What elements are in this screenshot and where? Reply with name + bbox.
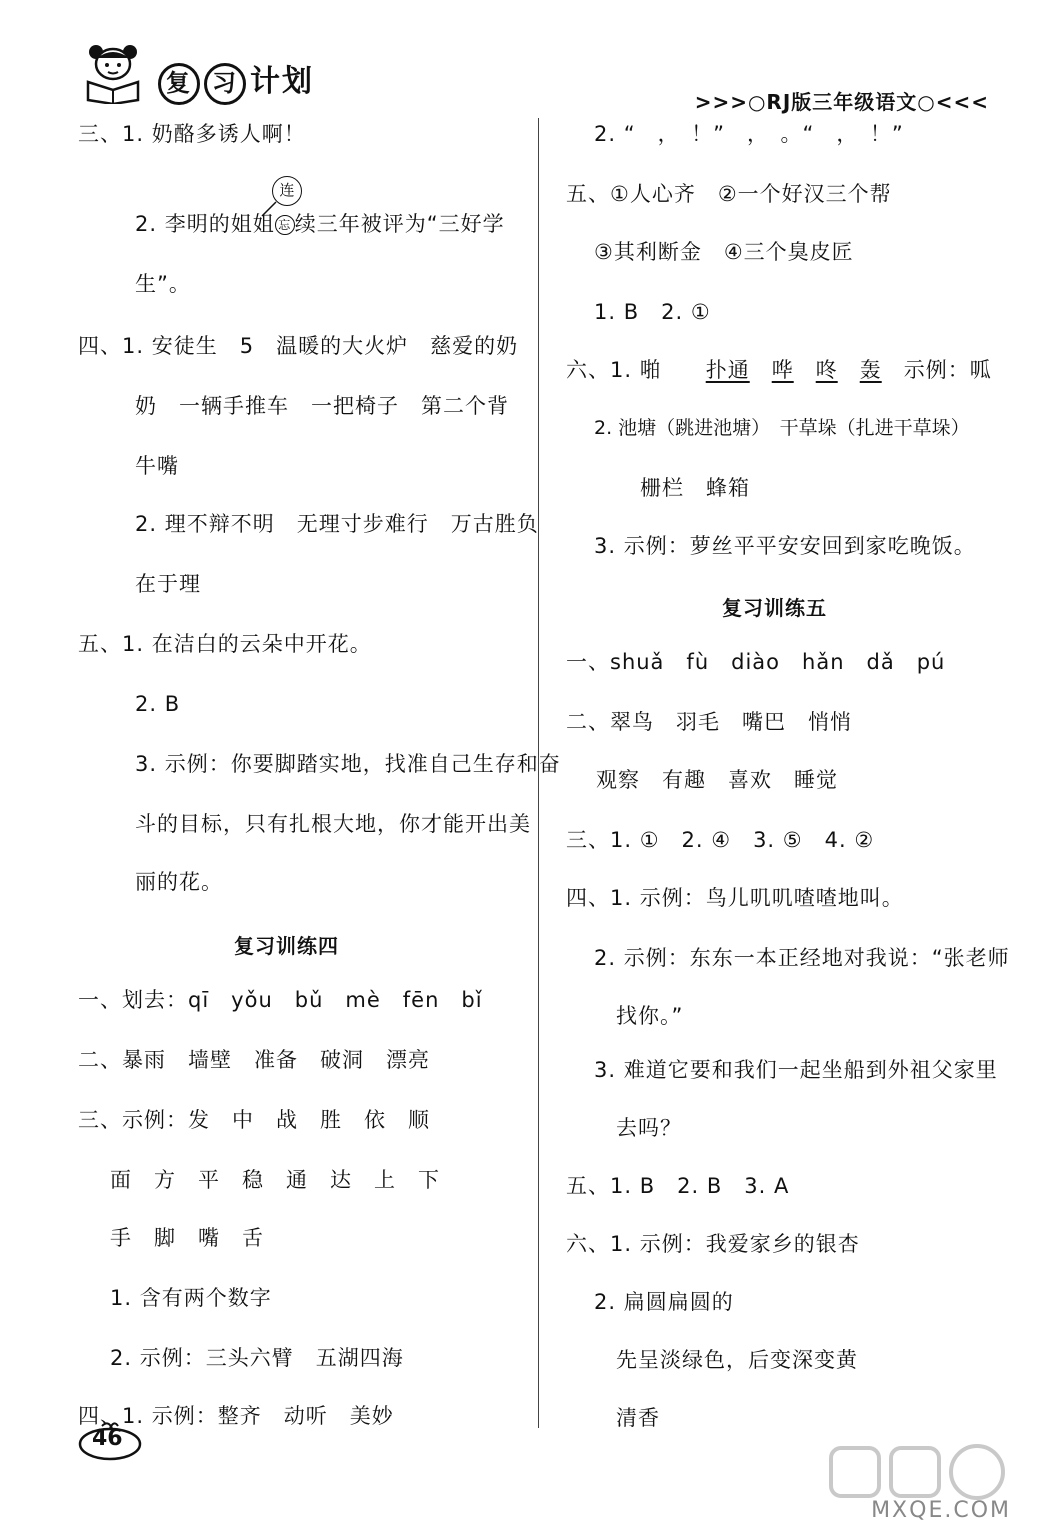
left-line-16: 三、示例：发 中 战 胜 依 顺 xyxy=(78,1108,430,1132)
right-line-16: 3. 难道它要和我们一起坐船到外祖父家里 xyxy=(594,1058,998,1082)
right-line-21: 先呈淡绿色，后变深变黄 xyxy=(616,1348,858,1372)
onomatopoeia-3: 哗 xyxy=(771,358,794,382)
onomatopoeia-example: 示例：呱 xyxy=(903,358,992,382)
left-line-2 xyxy=(135,210,505,238)
left-line-1: 三、1. 奶酪多诱人啊！ xyxy=(78,122,306,146)
right-line-11: 观察 有趣 喜欢 睡觉 xyxy=(596,768,838,792)
right-line-10: 二、翠鸟 羽毛 嘴巴 悄悄 xyxy=(566,710,852,734)
left-line-12: 斗的目标，只有扎根大地，你才能开出美 xyxy=(135,812,531,836)
section-title-review-4: 复习训练四 xyxy=(234,934,339,958)
left-line-14: 一、划去：qī yǒu bǔ mè fēn bǐ xyxy=(78,988,483,1012)
left-line-2-prefix: 2. 李明的姐姐 xyxy=(135,212,275,236)
correction-mark: 连 xyxy=(272,176,302,206)
right-line-5 xyxy=(566,356,992,384)
left-line-11: 3. 示例：你要脚踏实地，找准自己生存和奋 xyxy=(135,752,561,776)
edition-label: >>>○RJ版三年级语文○<<< xyxy=(694,90,989,114)
onomatopoeia-1: 六、1. 啪 xyxy=(566,358,662,382)
right-line-13: 四、1. 示例：鸟儿叽叽喳喳地叫。 xyxy=(566,886,904,910)
left-line-9: 五、1. 在洁白的云朵中开花。 xyxy=(78,632,372,656)
right-line-8: 3. 示例：萝丝平平安安回到家吃晚饭。 xyxy=(594,534,976,558)
left-line-5: 奶 一辆手推车 一把椅子 第二个背 xyxy=(135,394,509,418)
section-title-review-5: 复习训练五 xyxy=(722,596,827,620)
left-line-2-suffix: 续三年被评为“三好学 xyxy=(294,212,505,236)
right-line-2: 五、①人心齐 ②一个好汉三个帮 xyxy=(566,182,892,206)
onomatopoeia-2: 扑通 xyxy=(705,358,750,382)
left-line-6: 牛嘴 xyxy=(135,454,179,478)
left-line-3: 生”。 xyxy=(135,272,191,296)
left-line-20: 2. 示例：三头六臂 五湖四海 xyxy=(110,1346,404,1370)
onomatopoeia-5: 轰 xyxy=(859,358,882,382)
left-line-13: 丽的花。 xyxy=(135,870,223,894)
right-line-18: 五、1. B 2. B 3. A xyxy=(566,1174,790,1198)
right-line-15: 找你。” xyxy=(616,1004,684,1028)
right-line-7: 栅栏 蜂箱 xyxy=(640,476,750,500)
title-char-2: 习 xyxy=(204,63,246,105)
watermark-text: MXQE.COM xyxy=(871,1498,1011,1523)
right-line-6: 2. 池塘（跳进池塘） 干草垛（扎进干草垛） xyxy=(594,417,970,439)
left-line-15: 二、暴雨 墙壁 准备 破洞 漂亮 xyxy=(78,1048,430,1072)
right-line-22: 清香 xyxy=(616,1406,660,1430)
left-line-10: 2. B xyxy=(135,692,181,716)
circled-wrong-char: 忘 xyxy=(275,215,295,235)
cartoon-girl-reading-logo xyxy=(78,42,148,104)
title-rest: 计划 xyxy=(250,64,314,99)
left-line-8: 在于理 xyxy=(135,572,201,596)
right-line-17: 去吗？ xyxy=(616,1116,682,1140)
left-line-17: 面 方 平 稳 通 达 上 下 xyxy=(110,1168,440,1192)
header-title xyxy=(158,56,314,105)
right-line-1: 2. “ ， ！” ， 。“ ， ！” xyxy=(594,122,904,146)
right-line-3: ③其利断金 ④三个臭皮匠 xyxy=(594,240,854,264)
title-char-1: 复 xyxy=(158,63,200,105)
right-line-20: 2. 扁圆扁圆的 xyxy=(594,1290,734,1314)
left-line-4: 四、1. 安徒生 5 温暖的大火炉 慈爱的奶 xyxy=(78,334,519,358)
page-number: 46 xyxy=(92,1426,123,1451)
left-line-21: 四、1. 示例：整齐 动听 美妙 xyxy=(78,1404,394,1428)
right-line-14: 2. 示例：东东一本正经地对我说：“张老师 xyxy=(594,946,1010,970)
right-line-12: 三、1. ① 2. ④ 3. ⑤ 4. ② xyxy=(566,828,875,852)
left-line-18: 手 脚 嘴 舌 xyxy=(110,1226,264,1250)
left-line-7: 2. 理不辩不明 无理寸步难行 万古胜负 xyxy=(135,512,539,536)
right-line-4: 1. B 2. ① xyxy=(594,300,711,324)
onomatopoeia-4: 咚 xyxy=(815,358,838,382)
right-line-9: 一、shuǎ fù diào hǎn dǎ pú xyxy=(566,650,946,674)
left-line-19: 1. 含有两个数字 xyxy=(110,1286,272,1310)
right-line-19: 六、1. 示例：我爱家乡的银杏 xyxy=(566,1232,860,1256)
